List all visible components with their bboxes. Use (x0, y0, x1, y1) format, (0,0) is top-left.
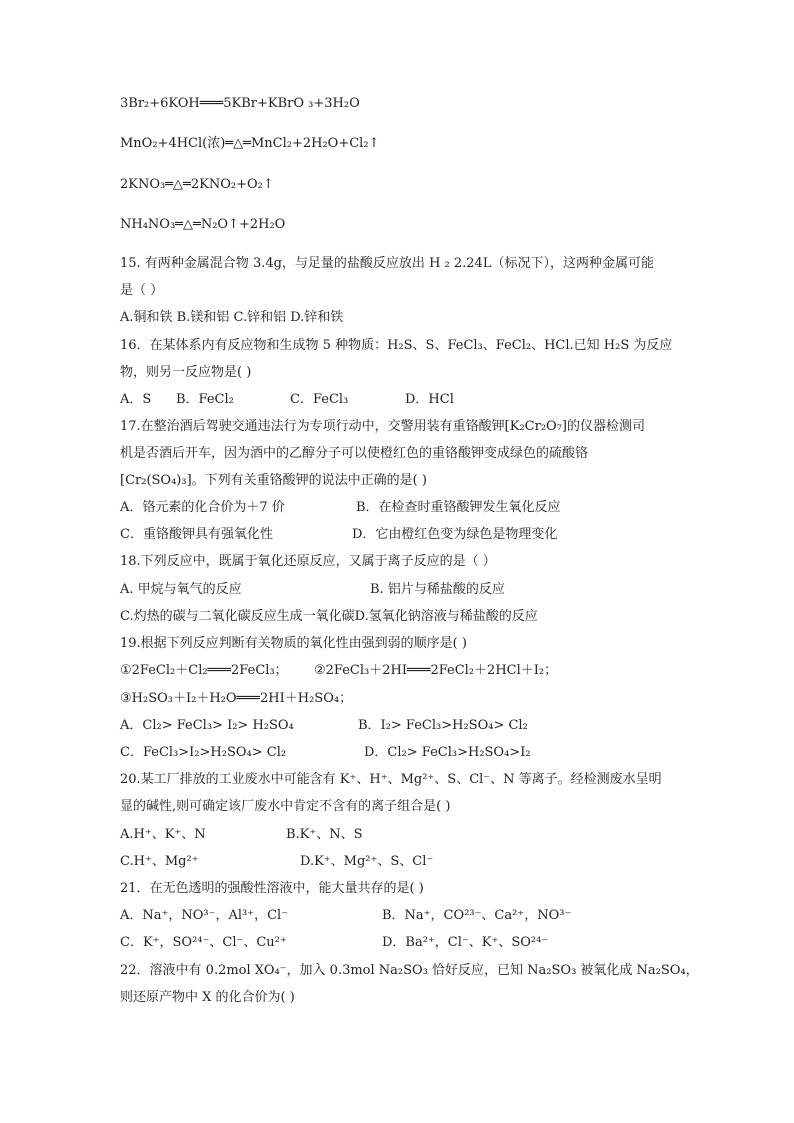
q21-options-row2 (120, 934, 720, 952)
q21-line1: 21．在无色透明的强酸性溶液中，能大量共存的是( ) (120, 881, 424, 896)
q17-option-a: A．铬元素的化合价为＋7 价 (120, 500, 285, 515)
q17-option-d: D．它由橙红色变为绿色是物理变化 (352, 527, 558, 542)
q22-line2: 则还原产物中 X 的化合价为( ) (120, 990, 295, 1005)
q19-option-a: A．Cl₂> FeCl₃> I₂> H₂SO₄ (120, 718, 294, 733)
q16-option-b: B．FeCl₂ (176, 392, 234, 407)
q16-options (120, 391, 720, 409)
q20-option-d: D.K⁺、Mg²⁺、S、Cl⁻ (300, 854, 434, 869)
option-c-text: 2KNO₃═△═2KNO₂+O₂↑ (120, 177, 274, 192)
q17-option-b: B．在检查时重铬酸钾发生氧化反应 (356, 500, 561, 515)
q20-line1: 20.某工厂排放的工业废水中可能含有 K⁺、H⁺、Mg²⁺、S、Cl⁻、N 等离子。经检测废水呈明 (120, 772, 662, 787)
q20-line2: 显的碱性,则可确定该厂废水中肯定不含有的离子组合是( ) (120, 799, 451, 814)
q20-options-row1 (120, 826, 720, 844)
q22-line1: 22．溶液中有 0.2mol XO₄⁻，加入 0.3mol Na₂SO₃ 恰好反应，已知 Na₂SO₃ 被氧化成 Na₂SO₄， (120, 963, 699, 978)
q20-option-c: C.H⁺、Mg²⁺ (120, 854, 199, 869)
q21-option-d: D．Ba²⁺，Cl⁻、K⁺、SO²⁴⁻ (382, 935, 549, 950)
option-d-reaction (120, 216, 285, 234)
q19-reactions-row1 (120, 662, 720, 680)
option-a-text: 3Br₂+6KOH═══5KBr+KBrO ₃+3H₂O (120, 96, 360, 111)
q19-reaction-1: ①2FeCl₂＋Cl₂═══2FeCl₃； (120, 663, 288, 678)
q19-line1: 19.根据下列反应判断有关物质的氧化性由强到弱的顺序是( ) (120, 636, 467, 651)
q20-options-row2 (120, 853, 720, 871)
q18-option-b: B. 铝片与稀盐酸的反应 (370, 582, 505, 597)
option-b-text: MnO₂+4HCl(浓)═△═MnCl₂+2H₂O+Cl₂↑ (120, 136, 380, 151)
q20-option-a: A.H⁺、K⁺、N (120, 827, 206, 842)
option-d-text: NH₄NO₃═△═N₂O↑+2H₂O (120, 217, 286, 232)
q16-line2: 物，则另一反应物是( ) (120, 365, 252, 380)
q15-line1: 15. 有两种金属混合物 3.4g，与足量的盐酸反应放出 H ₂ 2.24L（标况下），这两种金属可能 (120, 256, 654, 271)
option-a-reaction (120, 95, 360, 113)
q16-option-d: D．HCl (405, 392, 454, 407)
q21-option-c: C．K⁺，SO²⁴⁻、Cl⁻、Cu²⁺ (120, 935, 287, 950)
option-c-reaction (120, 176, 274, 194)
q17-options-row1 (120, 499, 720, 517)
option-b-reaction (120, 135, 379, 153)
q19-reaction-3: ③H₂SO₃＋I₂＋H₂O═══2HI＋H₂SO₄； (120, 691, 353, 706)
q19-options-row1 (120, 717, 720, 735)
q20-option-b: B.K⁺、N、S (286, 827, 363, 842)
q18-options-row1 (120, 581, 720, 599)
q19-option-c: C．FeCl₃>I₂>H₂SO₄> Cl₂ (120, 745, 287, 760)
q16-option-a: A．S (120, 392, 152, 407)
q19-options-row2 (120, 744, 720, 762)
q19-option-d: D．Cl₂> FeCl₃>H₂SO₄>I₂ (364, 745, 531, 760)
q17-line3: [Cr₂(SO₄)₃]。下列有关重铬酸钾的说法中正确的是( ) (120, 473, 427, 488)
q17-line1: 17.在整治酒后驾驶交通违法行为专项行动中，交警用装有重铬酸钾[K₂Cr₂O₇]的仪器检测司 (120, 419, 645, 434)
q19-reaction-2: ②2FeCl₃＋2HI═══2FeCl₂＋2HCl＋I₂； (314, 663, 558, 678)
q17-option-c: C．重铬酸钾具有强氧化性 (120, 527, 273, 542)
q15-line2: 是（ ） (120, 283, 164, 298)
q16-line1: 16．在某体系内有反应物和生成物 5 种物质：H₂S、S、FeCl₃、FeCl₂、HCl.已知 H₂S 为反应 (120, 338, 673, 353)
q17-options-row2 (120, 526, 720, 544)
q15-options: A.铜和铁 B.镁和铝 C.锌和铝 D.锌和铁 (120, 310, 344, 325)
q17-line2: 机是否酒后开车，因为酒中的乙醇分子可以使橙红色的重铬酸钾变成绿色的硫酸铬 (120, 446, 589, 461)
q21-option-b: B．Na⁺，CO²³⁻、Ca²⁺，NO³⁻ (382, 908, 572, 923)
q18-option-a: A. 甲烷与氧气的反应 (120, 582, 242, 597)
q19-option-b: B．I₂> FeCl₃>H₂SO₄> Cl₂ (358, 718, 528, 733)
q21-options-row1 (120, 907, 720, 925)
q21-option-a: A．Na⁺，NO³⁻，Al³⁺，Cl⁻ (120, 908, 289, 923)
q18-options-row2: C.灼热的碳与二氧化碳反应生成一氧化碳D.氢氧化钠溶液与稀盐酸的反应 (120, 609, 538, 624)
q18-line1: 18.下列反应中，既属于氧化还原反应，又属于离子反应的是（ ） (120, 554, 496, 569)
q16-option-c: C．FeCl₃ (290, 392, 349, 407)
